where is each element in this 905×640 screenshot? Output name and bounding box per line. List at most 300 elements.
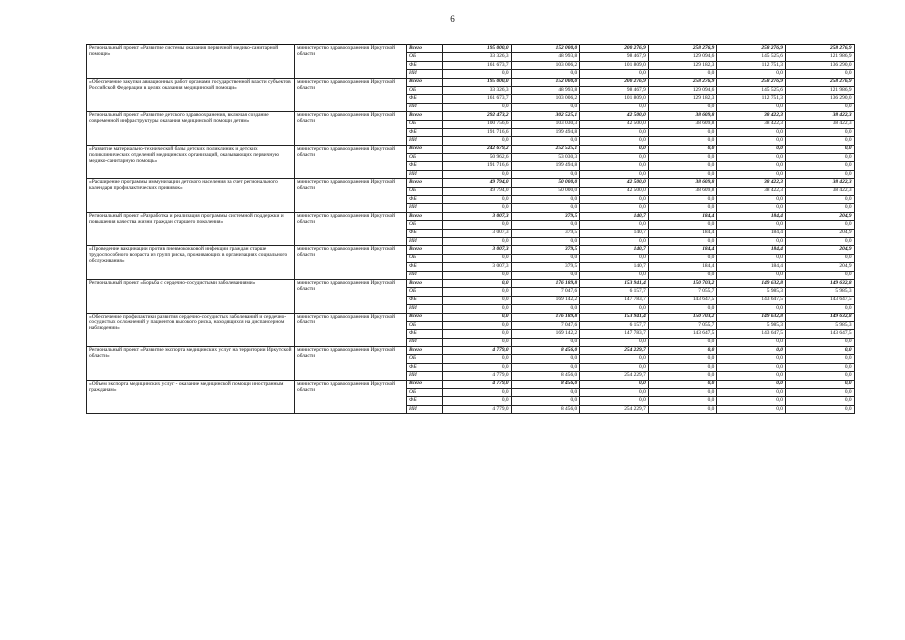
amount-cell: 42 500,0 xyxy=(580,112,649,120)
table-row xyxy=(87,179,855,187)
amount-cell: 149 632,8 xyxy=(785,313,854,321)
amount-cell: 3 007,3 xyxy=(443,263,512,271)
amount-cell: 6 157,7 xyxy=(580,321,649,329)
amount-cell: 8 456,0 xyxy=(511,380,580,388)
amount-cell: 0,0 xyxy=(580,145,649,153)
amount-cell: 0,0 xyxy=(648,271,717,279)
amount-cell: 0,0 xyxy=(443,196,512,204)
amount-cell: 379,5 xyxy=(511,212,580,220)
amount-cell: 0,0 xyxy=(443,237,512,245)
responsible-org: министерство здравоохранения Иркутской области xyxy=(295,347,407,381)
amount-cell: 0,0 xyxy=(785,397,854,405)
amount-cell: 0,0 xyxy=(785,305,854,313)
table-row xyxy=(87,78,855,86)
amount-cell: 0,0 xyxy=(580,221,649,229)
amount-cell: 379,5 xyxy=(511,229,580,237)
amount-cell: 0,0 xyxy=(443,221,512,229)
project-name: Региональный проект «Развитие экспорта медицинских услуг на территории Иркутской области» xyxy=(87,347,295,381)
amount-cell: 161 673,7 xyxy=(443,95,512,103)
project-name: «Расширение программы иммунизации детского населения за счет регионального календаря профилактических прививок» xyxy=(87,179,295,213)
amount-cell: 149 632,8 xyxy=(717,313,786,321)
amount-cell: 0,0 xyxy=(785,355,854,363)
amount-cell: 252 525,1 xyxy=(511,145,580,153)
amount-cell: 0,0 xyxy=(717,237,786,245)
amount-cell: 0,0 xyxy=(785,380,854,388)
amount-cell: 101 809,0 xyxy=(580,61,649,69)
amount-cell: 0,0 xyxy=(785,162,854,170)
funding-source: Всего xyxy=(407,78,443,86)
amount-cell: 4 779,0 xyxy=(443,405,512,413)
amount-cell: 0,0 xyxy=(648,103,717,111)
funding-source: ОБ xyxy=(407,288,443,296)
amount-cell: 169 142,2 xyxy=(511,296,580,304)
amount-cell: 0,0 xyxy=(717,397,786,405)
amount-cell: 0,0 xyxy=(717,221,786,229)
amount-cell: 184,4 xyxy=(717,263,786,271)
amount-cell: 0,0 xyxy=(648,221,717,229)
amount-cell: 0,0 xyxy=(648,397,717,405)
amount-cell: 8 456,0 xyxy=(511,347,580,355)
amount-cell: 49 794,0 xyxy=(443,187,512,195)
amount-cell: 0,0 xyxy=(580,305,649,313)
amount-cell: 0,0 xyxy=(443,170,512,178)
funding-source: ОБ xyxy=(407,86,443,94)
amount-cell: 38 422,3 xyxy=(717,179,786,187)
amount-cell: 0,0 xyxy=(443,397,512,405)
funding-source: ИИ xyxy=(407,305,443,313)
amount-cell: 3 007,3 xyxy=(443,229,512,237)
amount-cell: 50 962,6 xyxy=(443,154,512,162)
amount-cell: 48 993,8 xyxy=(511,86,580,94)
amount-cell: 0,0 xyxy=(717,355,786,363)
amount-cell: 140,7 xyxy=(580,263,649,271)
amount-cell: 200 276,9 xyxy=(580,78,649,86)
amount-cell: 0,0 xyxy=(717,347,786,355)
amount-cell: 38 422,3 xyxy=(785,120,854,128)
amount-cell: 0,0 xyxy=(648,405,717,413)
amount-cell: 0,0 xyxy=(785,271,854,279)
amount-cell: 176 189,8 xyxy=(511,313,580,321)
amount-cell: 145 525,6 xyxy=(717,86,786,94)
funding-source: ОБ xyxy=(407,321,443,329)
amount-cell: 0,0 xyxy=(648,137,717,145)
amount-cell: 0,0 xyxy=(717,405,786,413)
amount-cell: 0,0 xyxy=(443,321,512,329)
funding-source: ИИ xyxy=(407,70,443,78)
amount-cell: 38 422,3 xyxy=(785,179,854,187)
amount-cell: 101 809,0 xyxy=(580,95,649,103)
amount-cell: 0,0 xyxy=(785,196,854,204)
amount-cell: 0,0 xyxy=(648,237,717,245)
amount-cell: 153 941,4 xyxy=(580,279,649,287)
amount-cell: 0,0 xyxy=(717,204,786,212)
amount-cell: 0,0 xyxy=(717,196,786,204)
amount-cell: 258 276,9 xyxy=(717,78,786,86)
amount-cell: 143 647,5 xyxy=(648,330,717,338)
amount-cell: 38 422,3 xyxy=(717,120,786,128)
amount-cell: 129 094,6 xyxy=(648,53,717,61)
funding-source: Всего xyxy=(407,313,443,321)
amount-cell: 0,0 xyxy=(580,204,649,212)
amount-cell: 184,4 xyxy=(717,246,786,254)
project-name: Региональный проект «Разработка и реализация программы системной поддержки и повышения качества жизни граждан старшего поколения» xyxy=(87,212,295,246)
amount-cell: 98 467,9 xyxy=(580,53,649,61)
responsible-org: министерство здравоохранения Иркутской области xyxy=(295,313,407,347)
amount-cell: 0,0 xyxy=(648,254,717,262)
funding-table xyxy=(86,44,855,414)
amount-cell: 0,0 xyxy=(717,70,786,78)
funding-source: ИИ xyxy=(407,170,443,178)
amount-cell: 7 047,6 xyxy=(511,288,580,296)
amount-cell: 199 494,8 xyxy=(511,162,580,170)
funding-source: ИИ xyxy=(407,103,443,111)
amount-cell: 0,0 xyxy=(511,254,580,262)
amount-cell: 0,0 xyxy=(717,128,786,136)
amount-cell: 0,0 xyxy=(785,145,854,153)
table-row xyxy=(87,145,855,153)
amount-cell: 4 779,0 xyxy=(443,347,512,355)
amount-cell: 145 525,6 xyxy=(717,53,786,61)
amount-cell: 0,0 xyxy=(717,154,786,162)
table-row xyxy=(87,279,855,287)
amount-cell: 0,0 xyxy=(785,70,854,78)
amount-cell: 258 276,9 xyxy=(785,78,854,86)
funding-source: Всего xyxy=(407,212,443,220)
amount-cell: 258 276,9 xyxy=(648,78,717,86)
amount-cell: 129 094,6 xyxy=(648,86,717,94)
funding-source: ИИ xyxy=(407,338,443,346)
amount-cell: 0,0 xyxy=(648,305,717,313)
amount-cell: 147 783,7 xyxy=(580,296,649,304)
amount-cell: 0,0 xyxy=(717,145,786,153)
amount-cell: 0,0 xyxy=(511,397,580,405)
funding-source: ФБ xyxy=(407,330,443,338)
amount-cell: 0,0 xyxy=(443,296,512,304)
amount-cell: 152 000,0 xyxy=(511,45,580,53)
project-name: «Обеспечение закупки авиационных работ органами государственной власти субъектов Российской Федерации в целях оказания медицинской помощи» xyxy=(87,78,295,112)
responsible-org: министерство здравоохранения Иркутской области xyxy=(295,179,407,213)
amount-cell: 8 456,0 xyxy=(511,372,580,380)
amount-cell: 103 006,2 xyxy=(511,61,580,69)
amount-cell: 0,0 xyxy=(648,196,717,204)
funding-source: ФБ xyxy=(407,128,443,136)
amount-cell: 0,0 xyxy=(580,271,649,279)
amount-cell: 0,0 xyxy=(443,330,512,338)
amount-cell: 7 055,7 xyxy=(648,321,717,329)
amount-cell: 0,0 xyxy=(511,204,580,212)
amount-cell: 0,0 xyxy=(717,372,786,380)
amount-cell: 0,0 xyxy=(648,347,717,355)
amount-cell: 0,0 xyxy=(580,338,649,346)
amount-cell: 0,0 xyxy=(717,254,786,262)
table-row xyxy=(87,380,855,388)
amount-cell: 0,0 xyxy=(648,170,717,178)
amount-cell: 0,0 xyxy=(648,128,717,136)
amount-cell: 0,0 xyxy=(443,254,512,262)
amount-cell: 0,0 xyxy=(580,355,649,363)
amount-cell: 161 673,7 xyxy=(443,61,512,69)
amount-cell: 0,0 xyxy=(717,338,786,346)
amount-cell: 0,0 xyxy=(717,389,786,397)
amount-cell: 42 500,0 xyxy=(580,187,649,195)
amount-cell: 0,0 xyxy=(443,313,512,321)
amount-cell: 5 985,3 xyxy=(785,321,854,329)
amount-cell: 7 047,6 xyxy=(511,321,580,329)
amount-cell: 0,0 xyxy=(580,380,649,388)
table-row xyxy=(87,112,855,120)
amount-cell: 242 679,2 xyxy=(443,145,512,153)
amount-cell: 38 422,3 xyxy=(717,112,786,120)
amount-cell: 140,7 xyxy=(580,229,649,237)
amount-cell: 0,0 xyxy=(511,271,580,279)
responsible-org: министерство здравоохранения Иркутской области xyxy=(295,145,407,179)
amount-cell: 0,0 xyxy=(511,389,580,397)
funding-source: ФБ xyxy=(407,296,443,304)
amount-cell: 0,0 xyxy=(785,237,854,245)
amount-cell: 0,0 xyxy=(785,204,854,212)
amount-cell: 143 647,5 xyxy=(785,296,854,304)
project-name: «Обеспечение профилактики развития сердечно-сосудистых заболеваний и сердечно-сосудистых осложнений у пациентов высокого риска, находящихся на диспансерном наблюдении» xyxy=(87,313,295,347)
project-name: «Объем экспорта медицинских услуг - оказание медицинской помощи иностранным гражданам» xyxy=(87,380,295,414)
amount-cell: 184,4 xyxy=(648,263,717,271)
table-row xyxy=(87,45,855,53)
amount-cell: 143 647,5 xyxy=(717,330,786,338)
amount-cell: 0,0 xyxy=(443,137,512,145)
amount-cell: 0,0 xyxy=(648,355,717,363)
amount-cell: 0,0 xyxy=(443,70,512,78)
amount-cell: 184,4 xyxy=(717,212,786,220)
amount-cell: 49 794,0 xyxy=(443,179,512,187)
amount-cell: 195 000,0 xyxy=(443,45,512,53)
amount-cell: 0,0 xyxy=(648,372,717,380)
amount-cell: 0,0 xyxy=(580,137,649,145)
amount-cell: 0,0 xyxy=(717,170,786,178)
amount-cell: 258 276,9 xyxy=(785,45,854,53)
amount-cell: 0,0 xyxy=(511,237,580,245)
funding-source: ИИ xyxy=(407,137,443,145)
responsible-org: министерство здравоохранения Иркутской области xyxy=(295,78,407,112)
responsible-org: министерство здравоохранения Иркутской области xyxy=(295,112,407,146)
responsible-org: министерство здравоохранения Иркутской области xyxy=(295,279,407,313)
amount-cell: 0,0 xyxy=(443,288,512,296)
amount-cell: 191 716,6 xyxy=(443,162,512,170)
amount-cell: 0,0 xyxy=(785,389,854,397)
amount-cell: 184,4 xyxy=(648,246,717,254)
amount-cell: 136 290,0 xyxy=(785,95,854,103)
amount-cell: 0,0 xyxy=(648,338,717,346)
amount-cell: 0,0 xyxy=(580,103,649,111)
amount-cell: 0,0 xyxy=(511,221,580,229)
funding-source: Всего xyxy=(407,246,443,254)
funding-source: Всего xyxy=(407,112,443,120)
funding-source: ФБ xyxy=(407,229,443,237)
funding-source: ОБ xyxy=(407,53,443,61)
project-name: Региональный проект «Борьба с сердечно-сосудистыми заболеваниями» xyxy=(87,279,295,313)
amount-cell: 0,0 xyxy=(580,70,649,78)
funding-source: ОБ xyxy=(407,355,443,363)
amount-cell: 33 326,3 xyxy=(443,53,512,61)
amount-cell: 149 632,8 xyxy=(717,279,786,287)
amount-cell: 0,0 xyxy=(785,254,854,262)
funding-source: Всего xyxy=(407,380,443,388)
funding-source: ФБ xyxy=(407,162,443,170)
responsible-org: министерство здравоохранения Иркутской области xyxy=(295,45,407,79)
amount-cell: 0,0 xyxy=(511,70,580,78)
amount-cell: 0,0 xyxy=(785,221,854,229)
amount-cell: 140,7 xyxy=(580,212,649,220)
amount-cell: 0,0 xyxy=(580,363,649,371)
table-row xyxy=(87,313,855,321)
funding-source: ИИ xyxy=(407,237,443,245)
amount-cell: 0,0 xyxy=(648,363,717,371)
amount-cell: 379,5 xyxy=(511,246,580,254)
responsible-org: министерство здравоохранения Иркутской области xyxy=(295,212,407,246)
funding-source: ОБ xyxy=(407,254,443,262)
funding-source: ФБ xyxy=(407,61,443,69)
amount-cell: 176 189,8 xyxy=(511,279,580,287)
amount-cell: 6 157,7 xyxy=(580,288,649,296)
amount-cell: 195 000,0 xyxy=(443,78,512,86)
amount-cell: 53 030,3 xyxy=(511,154,580,162)
amount-cell: 5 985,3 xyxy=(717,288,786,296)
amount-cell: 0,0 xyxy=(648,162,717,170)
page-number: 6 xyxy=(450,14,455,24)
amount-cell: 254 229,7 xyxy=(580,347,649,355)
amount-cell: 50 000,0 xyxy=(511,179,580,187)
amount-cell: 0,0 xyxy=(648,70,717,78)
amount-cell: 0,0 xyxy=(580,154,649,162)
amount-cell: 121 986,9 xyxy=(785,53,854,61)
amount-cell: 0,0 xyxy=(580,170,649,178)
amount-cell: 0,0 xyxy=(580,128,649,136)
project-name: Региональный проект «Развитие детского здравоохранения, включая создание современной инфраструктуры оказания медицинской помощи детям» xyxy=(87,112,295,146)
amount-cell: 199 494,8 xyxy=(511,128,580,136)
amount-cell: 38 422,3 xyxy=(785,112,854,120)
funding-source: Всего xyxy=(407,279,443,287)
amount-cell: 8 456,0 xyxy=(511,405,580,413)
funding-source: Всего xyxy=(407,347,443,355)
funding-source: ФБ xyxy=(407,196,443,204)
amount-cell: 0,0 xyxy=(785,154,854,162)
funding-source: ОБ xyxy=(407,389,443,397)
amount-cell: 33 326,3 xyxy=(443,86,512,94)
amount-cell: 0,0 xyxy=(443,271,512,279)
funding-source: Всего xyxy=(407,45,443,53)
amount-cell: 204,9 xyxy=(785,246,854,254)
amount-cell: 0,0 xyxy=(511,103,580,111)
amount-cell: 0,0 xyxy=(717,271,786,279)
amount-cell: 129 182,3 xyxy=(648,95,717,103)
amount-cell: 136 290,0 xyxy=(785,61,854,69)
amount-cell: 153 941,4 xyxy=(580,313,649,321)
amount-cell: 0,0 xyxy=(648,380,717,388)
amount-cell: 140,7 xyxy=(580,246,649,254)
amount-cell: 0,0 xyxy=(648,154,717,162)
amount-cell: 103 006,2 xyxy=(511,95,580,103)
amount-cell: 5 985,3 xyxy=(785,288,854,296)
amount-cell: 0,0 xyxy=(785,405,854,413)
amount-cell: 149 632,8 xyxy=(785,279,854,287)
amount-cell: 0,0 xyxy=(443,355,512,363)
amount-cell: 292 473,2 xyxy=(443,112,512,120)
amount-cell: 258 276,9 xyxy=(648,45,717,53)
funding-source: ИИ xyxy=(407,372,443,380)
amount-cell: 38 609,8 xyxy=(648,187,717,195)
amount-cell: 3 007,3 xyxy=(443,246,512,254)
funding-source: ФБ xyxy=(407,363,443,371)
amount-cell: 0,0 xyxy=(785,347,854,355)
amount-cell: 143 647,5 xyxy=(648,296,717,304)
amount-cell: 42 500,0 xyxy=(580,120,649,128)
funding-source: ОБ xyxy=(407,120,443,128)
table-row xyxy=(87,246,855,254)
amount-cell: 38 422,3 xyxy=(717,187,786,195)
amount-cell: 184,4 xyxy=(648,229,717,237)
amount-cell: 0,0 xyxy=(580,237,649,245)
amount-cell: 0,0 xyxy=(785,170,854,178)
amount-cell: 143 647,5 xyxy=(717,296,786,304)
funding-source: ИИ xyxy=(407,204,443,212)
responsible-org: министерство здравоохранения Иркутской области xyxy=(295,246,407,280)
amount-cell: 0,0 xyxy=(717,137,786,145)
amount-cell: 258 276,9 xyxy=(717,45,786,53)
amount-cell: 0,0 xyxy=(580,389,649,397)
amount-cell: 184,4 xyxy=(648,212,717,220)
amount-cell: 152 000,0 xyxy=(511,78,580,86)
funding-source: ИИ xyxy=(407,405,443,413)
amount-cell: 50 000,0 xyxy=(511,187,580,195)
amount-cell: 254 229,7 xyxy=(580,372,649,380)
funding-source: ИИ xyxy=(407,271,443,279)
amount-cell: 0,0 xyxy=(717,380,786,388)
amount-cell: 204,9 xyxy=(785,263,854,271)
amount-cell: 38 422,3 xyxy=(785,187,854,195)
project-name: Региональный проект «Развитие системы оказания первичной медико-санитарной помощи» xyxy=(87,45,295,79)
amount-cell: 0,0 xyxy=(443,204,512,212)
amount-cell: 0,0 xyxy=(785,338,854,346)
funding-source: ОБ xyxy=(407,187,443,195)
amount-cell: 0,0 xyxy=(717,363,786,371)
amount-cell: 98 467,9 xyxy=(580,86,649,94)
amount-cell: 112 751,3 xyxy=(717,61,786,69)
funding-source: ФБ xyxy=(407,397,443,405)
amount-cell: 0,0 xyxy=(443,363,512,371)
funding-source: ФБ xyxy=(407,95,443,103)
amount-cell: 184,4 xyxy=(717,229,786,237)
amount-cell: 0,0 xyxy=(785,363,854,371)
amount-cell: 103 030,3 xyxy=(511,120,580,128)
amount-cell: 254 229,7 xyxy=(580,405,649,413)
amount-cell: 200 276,9 xyxy=(580,45,649,53)
amount-cell: 0,0 xyxy=(648,145,717,153)
amount-cell: 112 751,3 xyxy=(717,95,786,103)
amount-cell: 0,0 xyxy=(511,137,580,145)
amount-cell: 100 756,6 xyxy=(443,120,512,128)
funding-source: ОБ xyxy=(407,221,443,229)
amount-cell: 7 055,7 xyxy=(648,288,717,296)
amount-cell: 0,0 xyxy=(717,103,786,111)
amount-cell: 379,5 xyxy=(511,263,580,271)
funding-source: ОБ xyxy=(407,154,443,162)
amount-cell: 42 500,0 xyxy=(580,179,649,187)
amount-cell: 204,9 xyxy=(785,212,854,220)
amount-cell: 48 993,8 xyxy=(511,53,580,61)
amount-cell: 0,0 xyxy=(580,397,649,405)
amount-cell: 38 609,8 xyxy=(648,120,717,128)
amount-cell: 0,0 xyxy=(443,305,512,313)
amount-cell: 0,0 xyxy=(511,305,580,313)
project-name: «Развитие материально-технической базы детских поликлиник и детских поликлинических отделений медицинских организаций, оказывающих первичную медико-санитарную помощь» xyxy=(87,145,295,179)
